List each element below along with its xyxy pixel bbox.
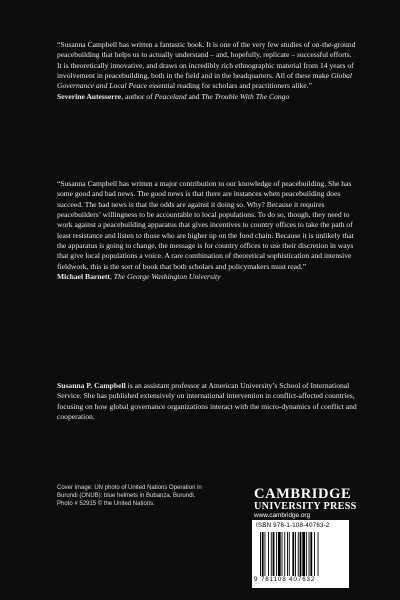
barcode-digits: 9 781108 407632: [254, 576, 316, 583]
barcode-bar: [273, 532, 275, 576]
author-bio: Susanna P. Campbell is an assistant professor at American University’s School of International Service. She has published extensively on international intervention in conflict-affected countries, focusing on how global governance organizations interact with the micro-dynamics of conflict and cooperation.: [57, 381, 357, 422]
barcode-bar: [300, 532, 302, 576]
barcode-bar: [287, 532, 288, 576]
publisher-name: CAMBRIDGE: [254, 486, 352, 502]
book-title: Global Governance and Local Peace: [57, 71, 353, 91]
review-barnett: [57, 179, 357, 282]
barcode-bar: [265, 532, 266, 576]
barcode-bars: [260, 532, 342, 576]
barcode: [252, 520, 349, 588]
barcode-bar: [298, 532, 299, 576]
barcode-bar: [282, 532, 283, 576]
review-quote: “Susanna Campbell has written a fantastic book. It is one of the very few studies of on-the-ground peacebuilding that helps us to actually understand – and, hopefully, replicate – successful efforts. It is theoretically innovative, and draws on incredibly rich ethnographic material from 14 years of involvement in peacebuilding, both in the field and in the headquarters. All of these make Global Governance and Local Peace essential reading for scholars and practitioners alike.”: [57, 40, 356, 91]
barcode-bar: [292, 532, 294, 576]
barcode-bar: [289, 532, 290, 576]
barcode-bar: [318, 532, 319, 576]
publisher-logo: [254, 487, 374, 520]
barcode-bar: [314, 532, 315, 576]
barcode-bar: [271, 532, 272, 576]
review-quote: “Susanna Campbell has written a major contribution to our knowledge of peacebuilding. She has some good and bad news. The good news is that there are instances when peacebuilding does succeed. The bad news is that the odds are against it doing so. Why? Because it requires peacebuilders’ willingness to be accountable to local populations. To do so, though, they need to work against a peacebuilding apparatus that gives incentives to country offices to take the path of least resistance and listen to those who are higher up on the food chain. Because it is unlikely that the apparatus is going to change, the message is for country offices to use their discretion in ways that give local populations a voice. A rare combination of theoretical sophistication and intensive fieldwork, this is the sort of book that both scholars and policymakers must read.”: [57, 179, 354, 271]
cover-image-credit: Cover image: UN photo of United Nations Operation in Burundi (ONUB): blue helmets in Bubanza, Burundi. Photo # 52915 © the United Nations.: [57, 485, 202, 508]
barcode-bar: [306, 532, 307, 576]
review-attribution: Severine Autesserre, author of Peaceland and The Trouble With The Congo: [57, 91, 290, 101]
review-autesserre: [57, 40, 357, 102]
barcode-bar: [302, 532, 305, 576]
barcode-bar: [262, 532, 264, 576]
publisher-subtitle: UNIVERSITY PRESS: [254, 501, 357, 512]
barcode-bar: [295, 532, 296, 576]
barcode-bar: [276, 532, 277, 576]
barcode-bar: [268, 532, 269, 576]
barcode-bar: [278, 532, 281, 576]
barcode-bar: [309, 532, 310, 576]
publisher-url: www.cambridge.org: [254, 512, 311, 519]
isbn-label: ISBN 978-1-108-40763-2: [256, 522, 330, 529]
barcode-bar: [284, 532, 285, 576]
barcode-bar: [310, 532, 312, 576]
barcode-bar: [260, 532, 261, 576]
author-name: Susanna P. Campbell: [57, 381, 126, 390]
review-attribution: Michael Barnett, The George Washington University: [57, 272, 221, 282]
